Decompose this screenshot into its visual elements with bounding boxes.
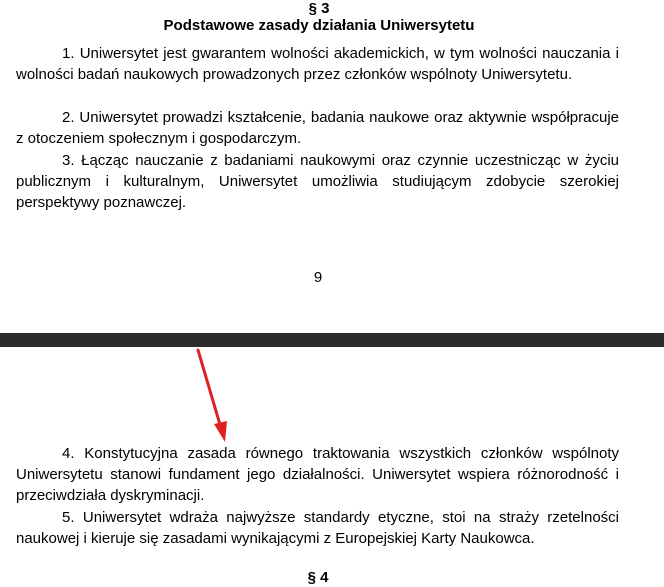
- page-number: 9: [313, 269, 323, 286]
- paragraph-2: 2. Uniwersytet prowadzi kształcenie, badania naukowe oraz aktywnie współpracuje z otoczeniem społecznym i gospodarczym.: [16, 109, 619, 147]
- paragraph-3: 3. Łącząc nauczanie z badaniami naukowymi oraz czynnie uczestnicząc w życiu publicznym i kulturalnym, Uniwersytet umożliwia studiującym zdobycie szerokiej perspektywy poznawczej.: [16, 152, 619, 211]
- red-arrow-icon: [190, 346, 240, 446]
- next-section-number: § 4: [307, 569, 329, 586]
- section-number: § 3: [308, 0, 330, 17]
- section-title: Podstawowe zasady działania Uniwersytetu: [163, 17, 475, 34]
- paragraph-5: 5. Uniwersytet wdraża najwyższe standardy etyczne, stoi na straży rzetelności naukowej i kieruje się zasadami wynikającymi z Europejskiej Karty Naukowca.: [16, 509, 619, 547]
- paragraph-1: 1. Uniwersytet jest gwarantem wolności akademickich, w tym wolności nauczania i wolności badań naukowych prowadzonych przez członków wspólnoty Uniwersytetu.: [16, 45, 619, 83]
- paragraph-4: 4. Konstytucyjna zasada równego traktowania wszystkich członków wspólnoty Uniwersytetu stanowi fundament jego działalności. Uniwersytet wspiera różnorodność i przeciwdziała dyskryminacji.: [16, 445, 619, 504]
- page-separator: [0, 333, 664, 347]
